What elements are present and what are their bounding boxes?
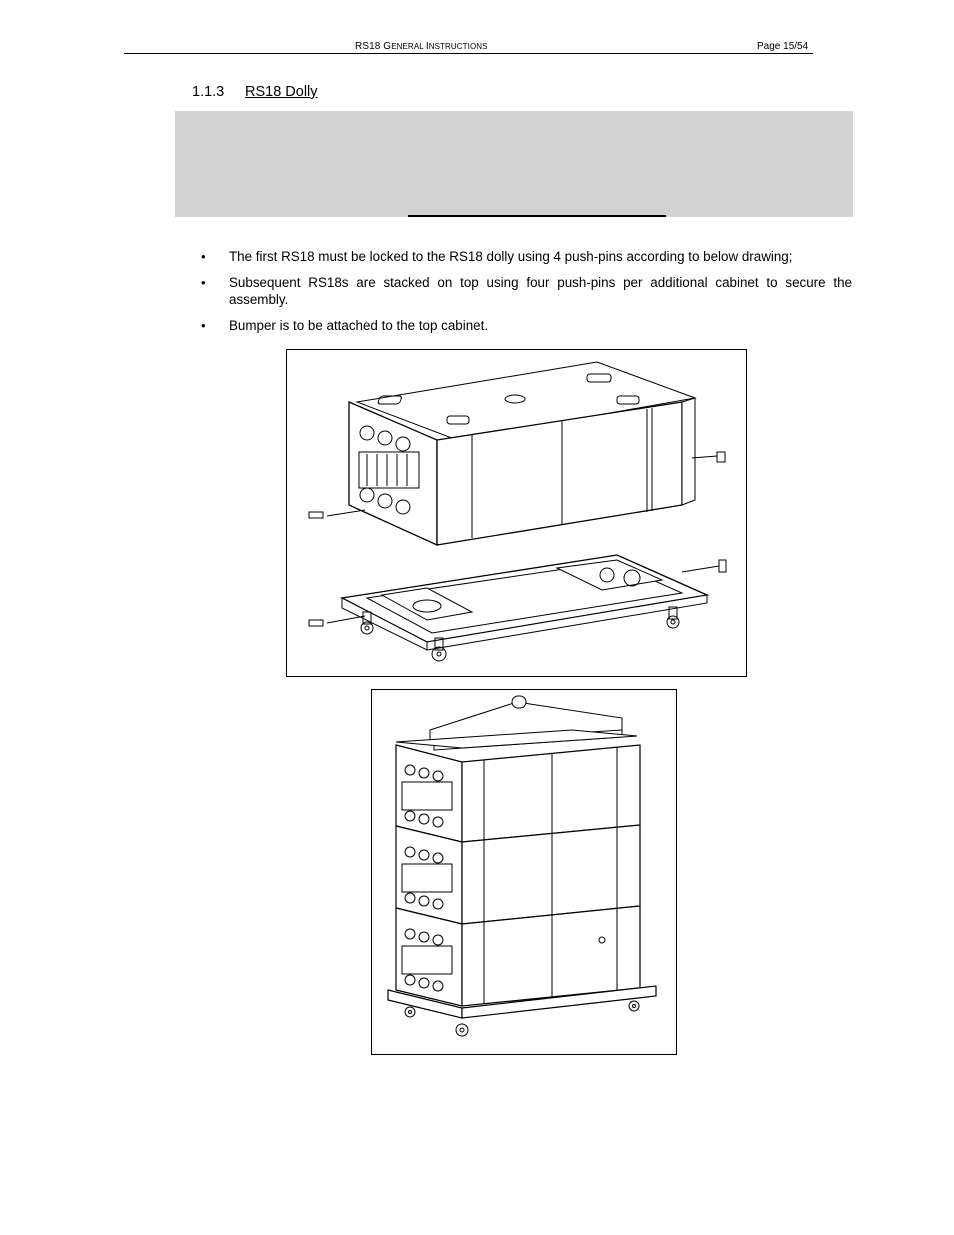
running-header-title: RS18 GENERAL INSTRUCTIONS xyxy=(355,41,488,52)
stacked-cabinets-on-dolly-drawing-icon xyxy=(372,690,676,1054)
bullet-icon: • xyxy=(201,275,206,290)
bullet-icon: • xyxy=(201,318,206,333)
bullet-icon: • xyxy=(201,249,206,264)
cabinet-on-dolly-exploded-drawing-icon xyxy=(287,350,746,676)
list-item: • Bumper is to be attached to the top cabinet. xyxy=(201,318,489,333)
list-item: • Subsequent RS18s are stacked on top using four push-pins per additional cabinet to secure the assembly. xyxy=(201,275,852,307)
section-number: 1.1.3 xyxy=(192,84,225,100)
page-number: Page 15/54 xyxy=(757,41,809,52)
note-box xyxy=(175,111,853,217)
figure-stacked-cabinets xyxy=(371,689,677,1055)
header-rule xyxy=(124,53,813,54)
note-box-rule xyxy=(408,215,666,217)
instruction-list xyxy=(201,248,852,343)
section-title: RS18 Dolly xyxy=(245,84,318,100)
figure-cabinet-on-dolly xyxy=(286,349,747,677)
list-item: • The first RS18 must be locked to the RS18 dolly using 4 push-pins according to below drawing; xyxy=(201,249,793,264)
